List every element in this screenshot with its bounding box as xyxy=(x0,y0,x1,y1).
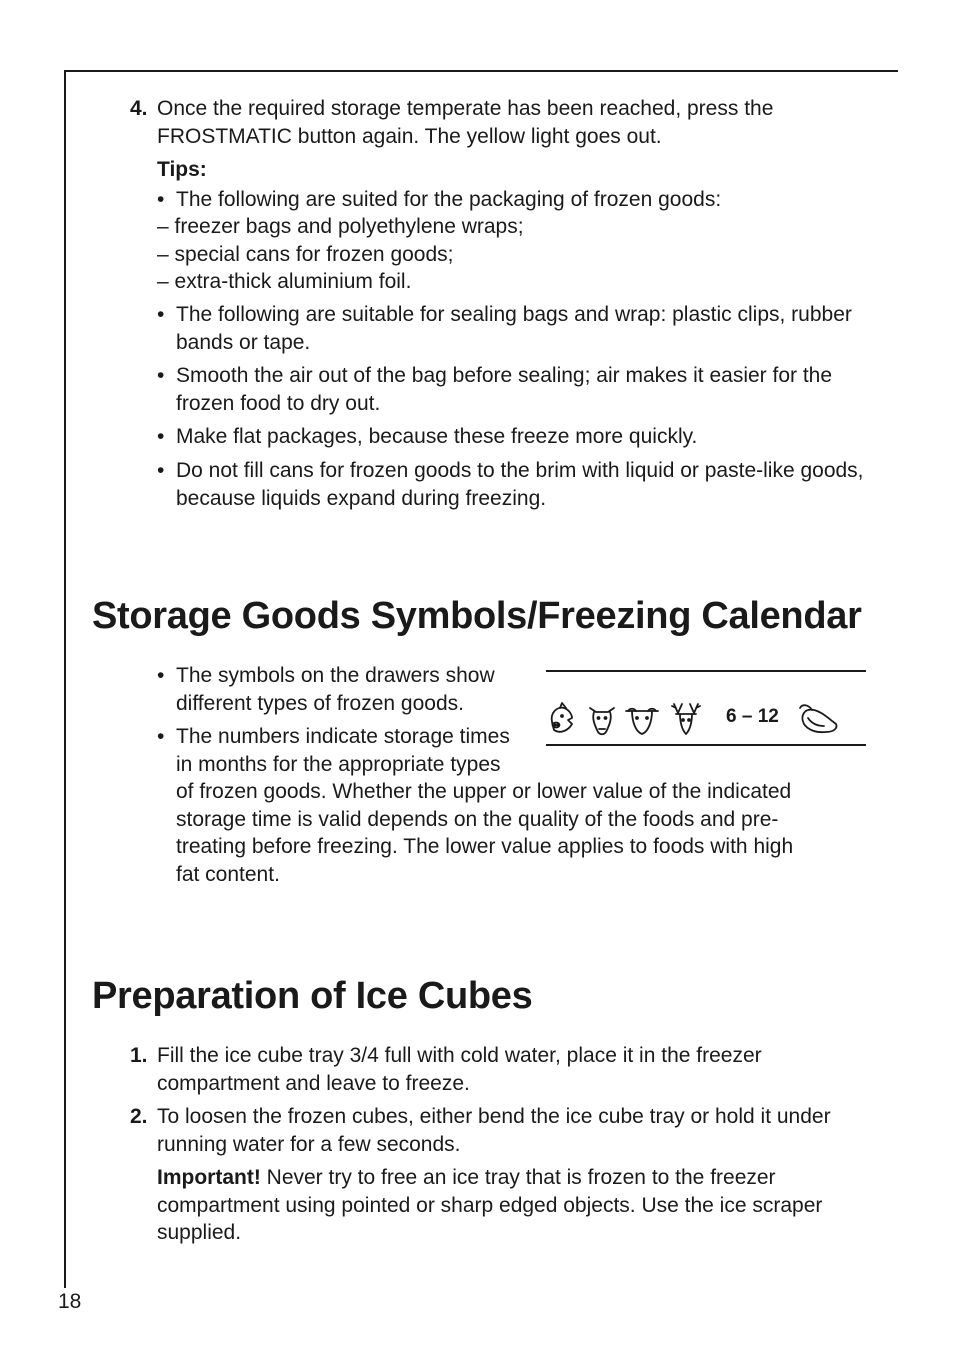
poultry-icon xyxy=(800,705,837,732)
page-frame-top xyxy=(64,70,898,72)
tip-text: The following are suitable for sealing bags and wrap: plastic clips, rubber bands or tape. xyxy=(176,303,852,354)
tip-text: The following are suited for the packaging of frozen goods: xyxy=(176,188,722,211)
step-text: Once the required storage temperate has been reached, press the FROSTMATIC button again. The yellow light goes out. xyxy=(157,97,774,148)
tip-3 xyxy=(157,362,882,417)
section-heading-calendar: Storage Goods Symbols/Freezing Calendar xyxy=(92,595,862,637)
step-text: Fill the ice cube tray 3/4 full with cold water, place it in the freezer compartment and leave to freeze. xyxy=(157,1044,762,1095)
drawer-symbols xyxy=(546,700,866,740)
text-line: fat content. xyxy=(176,862,280,886)
page-frame-left xyxy=(64,70,66,1288)
step-4 xyxy=(130,95,880,150)
tip-1 xyxy=(157,186,882,214)
bullet-text xyxy=(176,723,882,888)
tip-text: Smooth the air out of the bag before sealing; air makes it easier for the frozen food to dry out. xyxy=(176,364,833,415)
tip-2 xyxy=(157,301,882,356)
ice-step-2 xyxy=(130,1103,880,1158)
tip-5 xyxy=(157,457,882,512)
tip-1-item: – extra-thick aluminium foil. xyxy=(157,270,412,293)
bullet-mark: • xyxy=(157,364,165,387)
strip-rule-bottom xyxy=(546,744,866,746)
tip-1-item: – freezer bags and polyethylene wraps; xyxy=(157,215,524,238)
bullet-mark: • xyxy=(157,303,165,326)
page-number: 18 xyxy=(58,1290,82,1313)
step-number: 1. xyxy=(130,1044,148,1067)
tip-1-item: – special cans for frozen goods; xyxy=(157,243,454,266)
important-text: Never try to free an ice tray that is frozen to the freezer compartment using pointed or sharp edged objects. Use the ice scraper supplied. xyxy=(157,1166,823,1244)
step-number: 2. xyxy=(130,1105,148,1128)
section-heading-ice-cubes: Preparation of Ice Cubes xyxy=(92,975,533,1017)
pig-head-icon xyxy=(552,703,572,732)
drawer-symbol-strip xyxy=(546,670,866,746)
strip-rule-top xyxy=(546,670,866,672)
cow-head-icon xyxy=(590,708,614,734)
text-line: The numbers indicate storage times xyxy=(176,725,510,748)
tips-label: Tips: xyxy=(157,158,207,181)
step-number: 4. xyxy=(130,97,148,120)
important-label: Important! xyxy=(157,1166,261,1189)
bullet-mark: • xyxy=(157,188,165,211)
deer-head-icon xyxy=(672,704,700,734)
bullet-mark: • xyxy=(157,664,165,687)
text-line: storage time is valid depends on the quality of the foods and pre- xyxy=(176,807,779,831)
text-line: of frozen goods. Whether the upper or lower value of the indicated xyxy=(176,780,792,803)
tip-text: Do not fill cans for frozen goods to the brim with liquid or paste-like goods, because liquids expand during freezing. xyxy=(176,459,864,510)
ice-step-1 xyxy=(130,1042,880,1097)
tip-text: Make flat packages, because these freeze more quickly. xyxy=(176,425,698,448)
text-line: treating before freezing. The lower value applies to foods with high xyxy=(176,835,794,858)
sheep-head-icon xyxy=(626,709,658,734)
calendar-bullet-1 xyxy=(157,662,537,717)
tip-4 xyxy=(157,423,882,451)
calendar-bullet-2 xyxy=(157,723,882,888)
storage-months-range: 6 – 12 xyxy=(726,706,779,727)
important-note xyxy=(157,1164,882,1247)
bullet-mark: • xyxy=(157,725,165,748)
bullet-mark: • xyxy=(157,425,165,448)
bullet-mark: • xyxy=(157,459,165,482)
text-line: in months for the appropriate types xyxy=(176,752,501,776)
step-text: To loosen the frozen cubes, either bend the ice cube tray or hold it under running water for a few seconds. xyxy=(157,1105,831,1156)
bullet-text: The symbols on the drawers show different types of frozen goods. xyxy=(176,664,495,715)
